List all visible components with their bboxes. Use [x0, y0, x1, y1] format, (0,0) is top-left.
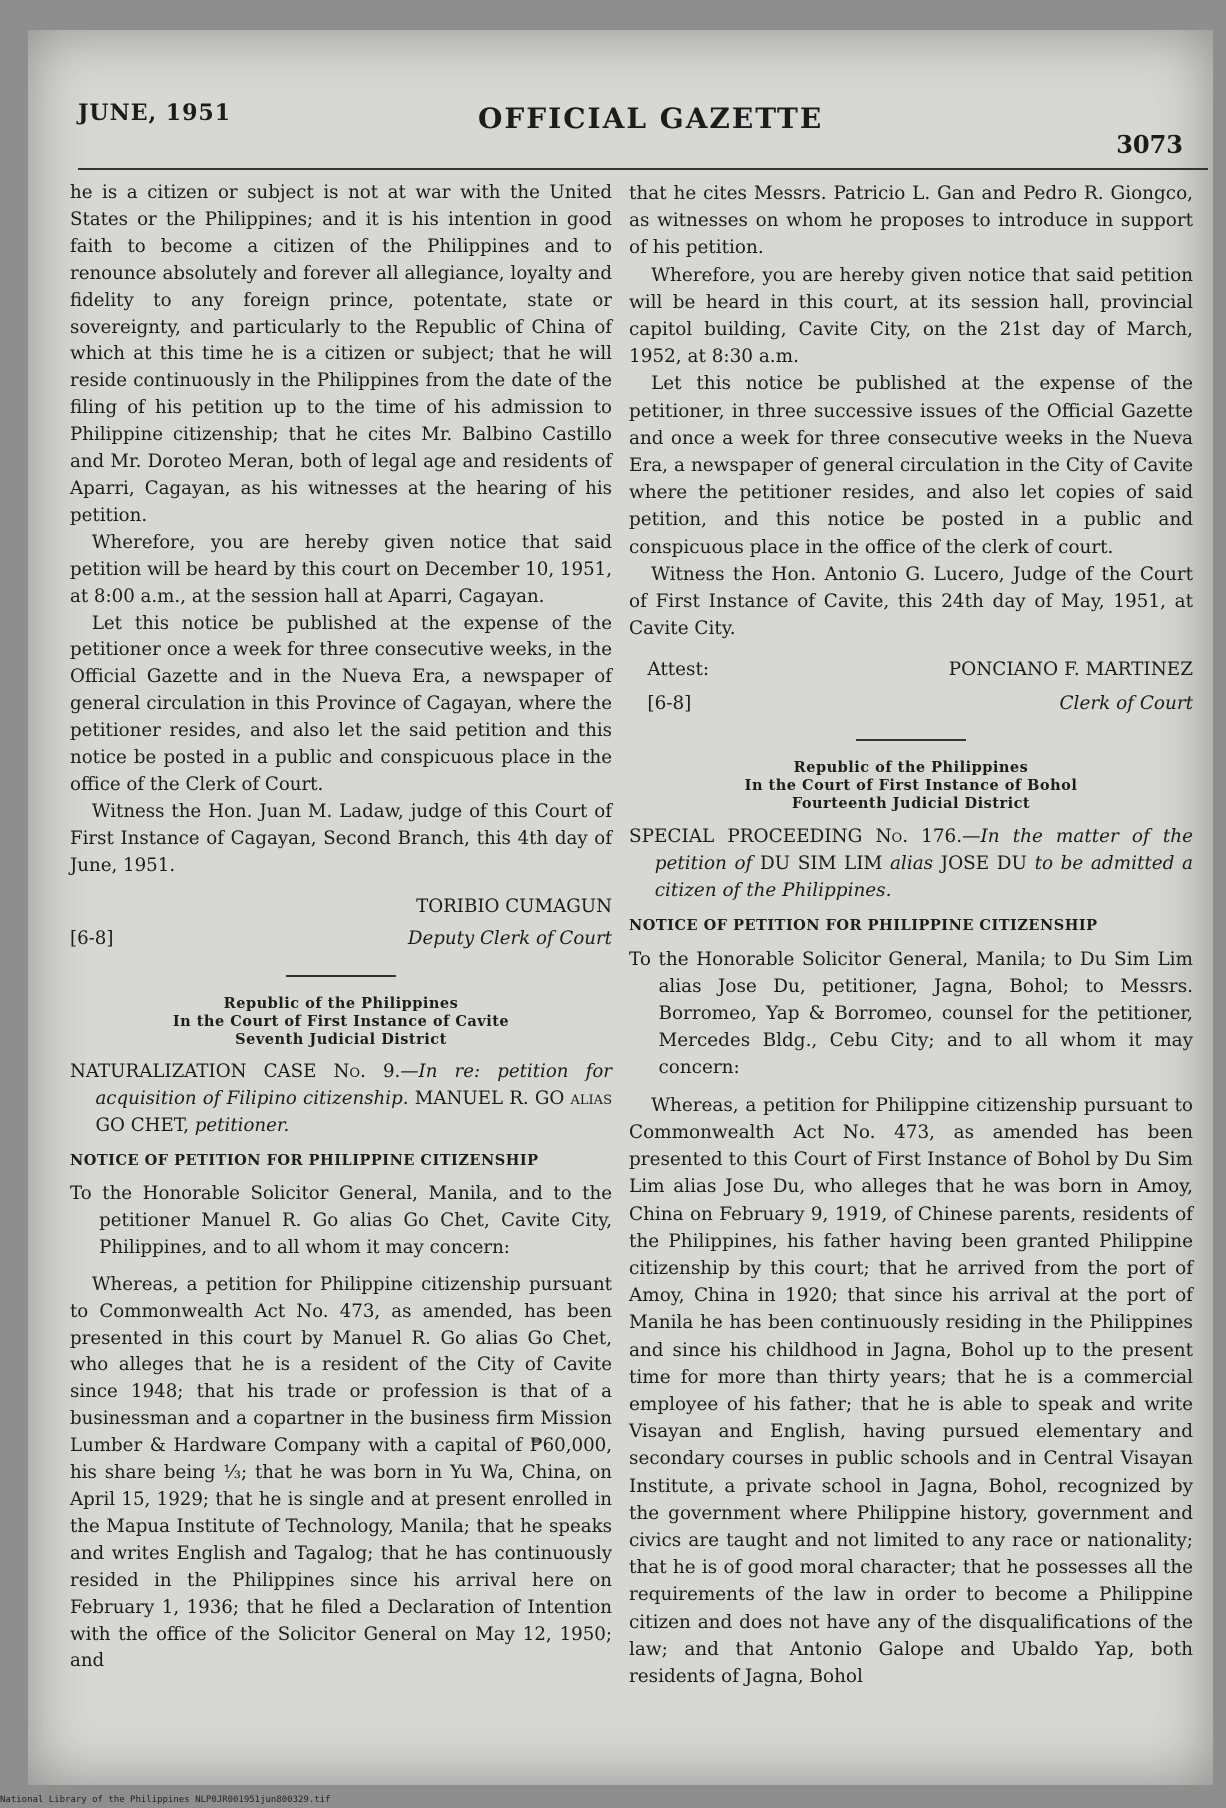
case-caption: SPECIAL PROCEEDING No. 176.—In the matter of the petition of DU SIM LIM alias JOSE DU to be admitted a citizen of the Philippines.: [629, 825, 1194, 902]
paragraph: that he cites Messrs. Patricio L. Gan and Pedro R. Giongco, as witnesses on whom he proposes to introduce in support of his petition.: [629, 183, 1193, 259]
signatory-title: Deputy Clerk of Court: [407, 928, 612, 950]
court-heading: Republic of the Philippines In the Court of First Instance of Cavite Seventh Judicial District: [172, 995, 510, 1049]
paragraph: Wherefore, you are hereby given notice that said petition will be heard in this court, at its session hall, provincial capitol building, Cavite City, on the 21st day of March, 1952, at 8:30 a.m.: [629, 264, 1193, 368]
attest-block: [629, 656, 1193, 683]
paragraph: Let this notice be published at the expense of the petitioner once a week for three consecutive weeks, in the Official Gazette and in the Nueva Era, a newspaper of general circulation in this Province of Cagayan, where the petitioner resides, and also let the said petition and this notice be posted in a public and conspicuous place in the office of the Clerk of Court.: [70, 612, 612, 795]
attest-label: Attest:: [647, 659, 710, 681]
issue-code: [6-8]: [70, 928, 114, 950]
paragraph: Whereas, a petition for Philippine citizenship pursuant to Commonwealth Act No. 473, as amended, has been presented in this court by Manuel R. Go alias Go Chet, who alleges that he is a resident of the City of Cavite since 1948; that his trade or profession is that of a businessman and a copartner in the business firm Mission Lumber & Hardware Company with a capital of ₱60,000, his share being ⅓; that he was born in Yu Wa, China, on April 15, 1929; that he is single and at present enrolled in the Mapua Institute of Technology, Manila; that he speaks and writes English and Tagalog; that he has continuously resided in the Philippines since his arrival here on February 1, 1936; that he filed a Declaration of Intention with the office of the Solicitor General on May 12, 1950; and: [70, 1273, 612, 1672]
paragraph: Let this notice be published at the expense of the petitioner, in three successive issues of the Official Gazette and once a week for three consecutive weeks in the Nueva Era, a newspaper of general circulation in the City of Cavite where the petitioner resides, and also let copies of said petition, and this notice be posted in a public and conspicuous place in the office of the clerk of court.: [629, 373, 1193, 558]
gazette-page: [28, 30, 1213, 1785]
signature-block: [70, 926, 612, 953]
page-number: 3073: [1116, 130, 1183, 159]
publication-title: OFFICIAL GAZETTE: [478, 102, 824, 135]
signatory-name: TORIBIO CUMAGUN: [416, 895, 612, 917]
section-divider: [856, 739, 966, 741]
header-rule: [78, 168, 1208, 170]
signature-block: [629, 690, 1193, 717]
paragraph: Whereas, a petition for Philippine citizenship pursuant to Commonwealth Act No. 473, as amended has been presented to this Court of First Instance of Bohol by Du Sim Lim alias Jose Du, who alleges that he was born in Amoy, China on February 9, 1919, of Chinese parents, residents of the Philippines, his father having been granted Philippine citizenship by this court; that he arrived from the port of Amoy, China in 1920; that since his arrival at the port of Manila he has been continuously residing in the Philippines and since his childhood in Jagna, Bohol up to the present time for more than thirty years; that he is a commercial employee of his father; that he is able to speak and write Visayan and English, having pursued elementary and secondary courses in public schools and in Central Visayan Institute, a private school in Jagna, Bohol, recognized by the government where Philippine history, government and civics are taught and not limited to any race or nationality; that he is of good moral character; that he possesses all the requirements of the law in order to become a Philippine citizen and does not have any of the disqualifications of the law; and that Antonio Galope and Ubaldo Yap, both residents of Jagna, Bohol: [629, 1094, 1193, 1687]
paragraph: Witness the Hon. Juan M. Ladaw, judge of this Court of First Instance of Cagayan, Second Branch, this 4th day of June, 1951.: [70, 800, 612, 876]
paragraph: Wherefore, you are hereby given notice that said petition will be heard by this court on December 10, 1951, at 8:00 a.m., at the session hall at Aparri, Cagayan.: [70, 531, 612, 607]
notice-title: NOTICE OF PETITION FOR PHILIPPINE CITIZENSHIP: [629, 917, 1098, 935]
notice-address: To the Honorable Solicitor General, Manila; to Du Sim Lim alias Jose Du, petitioner, Jagna, Bohol; to Messrs. Borromeo, Yap & Borromeo, counsel for the petitioner, Mercedes Bldg., Cebu City; and to all whom it may concern:: [629, 948, 1193, 1079]
notice-title: NOTICE OF PETITION FOR PHILIPPINE CITIZENSHIP: [70, 1152, 539, 1170]
page-header: [28, 30, 1213, 159]
paragraph: he is a citizen or subject is not at war with the United States or the Philippines; and it is his intention in good faith to become a citizen of the Philippines and to renounce absolutely and forever all allegiance, loyalty and fidelity to any foreign prince, potentate, state or sovereignty, and particularly to the Republic of China of which at this time he is a citizen or subject; that he will reside continuously in the Philippines from the date of the filing of his petition up to the time of his admission to Philippine citizenship; that he cites Mr. Balbino Castillo and Mr. Doroteo Meran, both of legal age and residents of Aparri, Cagayan, as his witnesses at the hearing of his petition.: [70, 182, 612, 526]
left-column: [70, 180, 612, 1675]
issue-date: JUNE, 1951: [78, 100, 232, 126]
notice-address: To the Honorable Solicitor General, Manila, and to the petitioner Manuel R. Go alias Go Chet, Cavite City, Philippines, and to all whom it may concern:: [70, 1183, 612, 1258]
issue-code: [6-8]: [647, 692, 692, 714]
signatory-title: Clerk of Court: [1059, 692, 1193, 714]
section-divider: [286, 975, 396, 977]
court-heading: Republic of the Philippines In the Court of First Instance of Bohol Fourteenth Judicial District: [744, 758, 1078, 812]
signatory-name: PONCIANO F. MARTINEZ: [948, 659, 1193, 681]
case-caption: NATURALIZATION CASE No. 9.—In re: petition for acquisition of Filipino citizenship. MANUEL R. GO alias GO CHET, petitioner.: [70, 1061, 612, 1137]
right-column: [629, 180, 1193, 1690]
paragraph: Witness the Hon. Antonio G. Lucero, Judge of the Court of First Instance of Cavite, this 24th day of May, 1951, at Cavite City.: [629, 563, 1193, 640]
scan-footer: National Library of the Philippines NLP0JR001951jun800329.tif: [0, 1795, 331, 1805]
